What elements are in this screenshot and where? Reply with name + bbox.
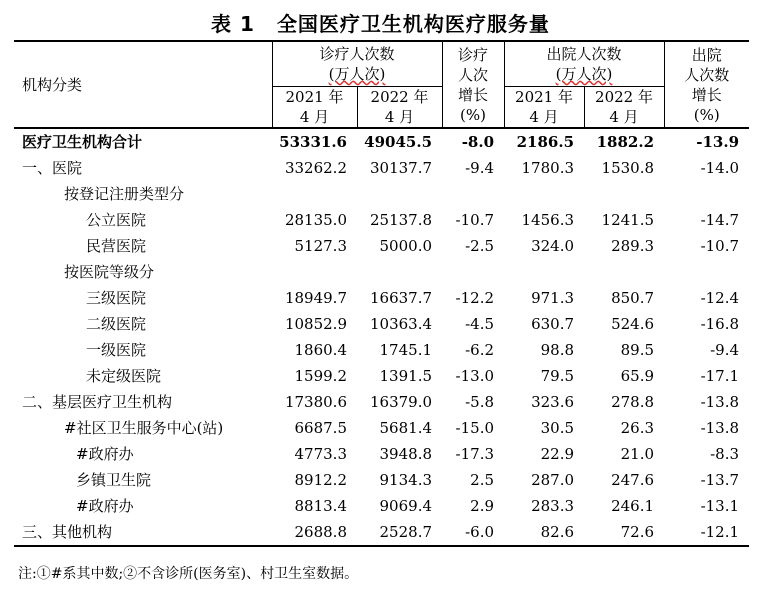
row-value: -12.1 xyxy=(664,519,749,546)
row-value: 65.9 xyxy=(620,367,655,385)
row-value xyxy=(504,181,584,207)
row-value: 524.6 xyxy=(611,315,655,333)
row-value: 4773.3 xyxy=(294,445,347,463)
row-value: 289.3 xyxy=(611,237,655,255)
row-value: 283.3 xyxy=(531,497,575,515)
row-value: 971.3 xyxy=(531,289,575,307)
row-value: 89.5 xyxy=(620,341,655,359)
row-value: -17.1 xyxy=(700,367,740,385)
row-value xyxy=(442,259,504,285)
visits-2021-header xyxy=(272,87,357,129)
row-value: 287.0 xyxy=(531,471,575,489)
row-value: 2688.8 xyxy=(272,519,357,546)
row-value: 33262.2 xyxy=(284,159,347,177)
visits-growth-header xyxy=(442,41,504,128)
row-value: 5127.3 xyxy=(294,237,347,255)
discharge-group-line2: (万人次) xyxy=(555,65,613,83)
row-value xyxy=(272,181,357,207)
row-value: 8912.2 xyxy=(294,471,347,489)
discharge-group-header xyxy=(504,41,664,87)
row-value: 26.3 xyxy=(620,419,655,437)
row-value: 10852.9 xyxy=(284,315,347,333)
row-value: 5000.0 xyxy=(379,237,433,255)
row-value: 2.5 xyxy=(470,471,495,489)
row-value: -9.4 xyxy=(465,159,495,177)
row-label: 一、医院 xyxy=(22,159,83,177)
row-label: 二、基层医疗卫生机构 xyxy=(22,393,173,411)
month-label: 4 月 xyxy=(609,108,639,126)
row-value: -13.7 xyxy=(700,471,740,489)
row-value: -10.7 xyxy=(700,237,740,255)
row-value: -17.3 xyxy=(455,445,495,463)
table-row xyxy=(14,415,749,441)
discharge-2021-header xyxy=(504,87,584,129)
row-value: 1530.8 xyxy=(601,159,655,177)
visits-growth-l1: 诊疗 xyxy=(458,45,489,64)
row-value: -10.7 xyxy=(455,211,495,229)
row-label: #社区卫生服务中心(站) xyxy=(64,419,224,437)
row-value: 22.9 xyxy=(540,445,575,463)
row-value: 247.6 xyxy=(611,471,655,489)
table-row xyxy=(14,519,749,546)
year-label: 2021 年 xyxy=(515,88,573,106)
row-value: 9069.4 xyxy=(379,497,433,515)
table-title xyxy=(0,8,761,37)
table-body xyxy=(14,128,749,546)
row-value: -15.0 xyxy=(455,419,495,437)
row-value xyxy=(664,181,749,207)
row-value: 10363.4 xyxy=(369,315,433,333)
visits-2022-header xyxy=(357,87,442,129)
row-label: 未定级医院 xyxy=(86,367,162,385)
row-value: 18949.7 xyxy=(284,289,347,307)
row-value: 323.6 xyxy=(531,393,575,411)
row-label: 三、其他机构 xyxy=(14,519,272,546)
year-label: 2022 年 xyxy=(595,88,653,106)
row-value xyxy=(357,259,442,285)
table-row xyxy=(14,259,749,285)
month-label: 4 月 xyxy=(529,108,559,126)
row-label: #政府办 xyxy=(76,445,134,463)
table-number: 表 1 xyxy=(211,12,255,36)
row-value: 3948.8 xyxy=(379,445,433,463)
row-value: -14.0 xyxy=(700,159,740,177)
row-value: -13.1 xyxy=(700,497,740,515)
row-value xyxy=(504,259,584,285)
table-row xyxy=(14,363,749,389)
row-value: 53331.6 xyxy=(279,133,347,151)
row-value: -8.0 xyxy=(461,133,495,151)
table-row xyxy=(14,285,749,311)
visits-group-line2: (万人次) xyxy=(328,65,386,83)
row-value: 1391.5 xyxy=(379,367,433,385)
row-value: 16379.0 xyxy=(369,393,433,411)
service-volume-table xyxy=(14,40,749,547)
row-value: 72.6 xyxy=(584,519,664,546)
month-label: 4 月 xyxy=(384,108,415,126)
table-row xyxy=(14,467,749,493)
year-label: 2022 年 xyxy=(370,88,429,106)
row-value: -2.5 xyxy=(465,237,495,255)
discharge-2022-header xyxy=(584,87,664,129)
visits-growth-l2: 人次 xyxy=(458,65,489,84)
month-label: 4 月 xyxy=(299,108,330,126)
row-value xyxy=(357,181,442,207)
row-label: 乡镇卫生院 xyxy=(76,471,152,489)
row-value: -12.4 xyxy=(700,289,740,307)
row-label: 按医院等级分 xyxy=(64,263,155,281)
row-label: 按登记注册类型分 xyxy=(64,185,185,203)
row-value: 6687.5 xyxy=(294,419,347,437)
row-value: -6.0 xyxy=(442,519,504,546)
row-value: 1599.2 xyxy=(294,367,347,385)
visits-growth-l4: (%) xyxy=(460,105,486,124)
row-label: 公立医院 xyxy=(86,211,147,229)
row-value: 1882.2 xyxy=(596,133,655,151)
row-value xyxy=(442,181,504,207)
row-value: 17380.6 xyxy=(284,393,347,411)
row-value: -4.5 xyxy=(465,315,495,333)
row-value: 278.8 xyxy=(611,393,655,411)
row-value: -8.3 xyxy=(710,445,740,463)
row-value: 2186.5 xyxy=(516,133,575,151)
row-label: 医疗卫生机构合计 xyxy=(22,133,143,151)
row-value: -9.4 xyxy=(710,341,740,359)
row-value: 1745.1 xyxy=(379,341,433,359)
row-value: 246.1 xyxy=(611,497,655,515)
row-value: 5681.4 xyxy=(379,419,433,437)
row-label: 二级医院 xyxy=(86,315,147,333)
discharge-group-line1: 出院人次数 xyxy=(546,45,622,63)
visits-group-header xyxy=(272,41,442,87)
row-value xyxy=(584,181,664,207)
row-value: 30137.7 xyxy=(369,159,433,177)
table-row xyxy=(14,233,749,259)
row-label: 一级医院 xyxy=(86,341,147,359)
row-value: -13.8 xyxy=(700,393,740,411)
row-value: 2528.7 xyxy=(357,519,442,546)
table-row xyxy=(14,207,749,233)
footnote: 注:①#系其中数;②不含诊所(医务室)、村卫生室数据。 xyxy=(18,566,359,582)
row-value: 28135.0 xyxy=(284,211,347,229)
visits-growth-l3: 增长 xyxy=(458,85,489,104)
table-row xyxy=(14,441,749,467)
discharge-growth-l3: 增长 xyxy=(691,85,722,104)
row-value: -14.7 xyxy=(700,211,740,229)
row-label: 三级医院 xyxy=(86,289,147,307)
row-value: 9134.3 xyxy=(379,471,433,489)
row-value: 79.5 xyxy=(540,367,575,385)
table-row xyxy=(14,493,749,519)
row-value: 1241.5 xyxy=(601,211,655,229)
row-value: -13.9 xyxy=(696,133,740,151)
discharge-growth-l4: (%) xyxy=(693,105,720,124)
row-label: 民营医院 xyxy=(86,237,147,255)
row-value: -6.2 xyxy=(465,341,495,359)
visits-group-line1: 诊疗人次数 xyxy=(319,45,395,63)
row-value: 324.0 xyxy=(531,237,575,255)
row-value: 82.6 xyxy=(504,519,584,546)
row-value: 1780.3 xyxy=(521,159,575,177)
row-value: 21.0 xyxy=(620,445,655,463)
discharge-growth-l2: 人次数 xyxy=(684,65,730,84)
row-value: 49045.5 xyxy=(364,133,433,151)
row-value: 1456.3 xyxy=(521,211,575,229)
discharge-growth-l1: 出院 xyxy=(691,45,722,64)
row-value: -5.8 xyxy=(465,393,495,411)
table-row xyxy=(14,155,749,181)
header-row-1 xyxy=(14,41,749,87)
row-value: 30.5 xyxy=(540,419,575,437)
row-value xyxy=(272,259,357,285)
row-value xyxy=(584,259,664,285)
row-value xyxy=(664,259,749,285)
year-label: 2021 年 xyxy=(285,88,344,106)
row-value: 16637.7 xyxy=(369,289,433,307)
table-title-text: 全国医疗卫生机构医疗服务量 xyxy=(276,12,550,36)
row-value: 8813.4 xyxy=(294,497,347,515)
table-row xyxy=(14,128,749,155)
table-row xyxy=(14,389,749,415)
row-value: 98.8 xyxy=(540,341,575,359)
row-value: -12.2 xyxy=(455,289,495,307)
table-row xyxy=(14,181,749,207)
row-value: 1860.4 xyxy=(294,341,347,359)
discharge-growth-header xyxy=(664,41,749,128)
row-value: 2.9 xyxy=(470,497,495,515)
stub-header: 机构分类 xyxy=(14,41,272,128)
row-value: -13.8 xyxy=(700,419,740,437)
table-row xyxy=(14,337,749,363)
row-value: 25137.8 xyxy=(369,211,433,229)
row-value: 630.7 xyxy=(531,315,575,333)
row-value: -16.8 xyxy=(700,315,740,333)
row-value: 850.7 xyxy=(611,289,655,307)
table-row xyxy=(14,311,749,337)
row-value: -13.0 xyxy=(455,367,495,385)
row-label: #政府办 xyxy=(76,497,134,515)
